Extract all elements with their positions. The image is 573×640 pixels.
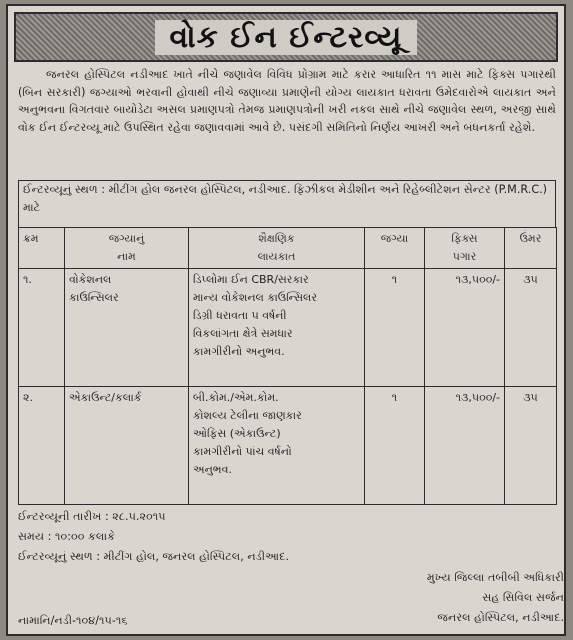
interview-date: ઈન્ટરવ્યૂની તારીખ : ૨૮.૫.૨૦૧૫ [18,510,166,523]
row-qualification: બી.કોમ./એમ.કોમ. કોશલ્ય ટેલીના જાણકાર ઓફિસ (એકાઉન્ટ) કામગીરીનો પાંચ વર્ષનો અનુભવ. [189,387,365,505]
signature-block [368,568,564,628]
header-no: ક્રમ [19,228,65,269]
header-count: જગ્યા [365,228,425,269]
venue-line: ઈન્ટરવ્યૂનું સ્થળ : મીટીંગ હોલ જનરલ હોસ્પિટલ, નડીઆદ. ફિઝીકલ મેડીશીન અને રિહેબ્લીટેશન સેન્ટર (P.M.R.C.) માટે [18,180,556,228]
reference-number: નામાનિ/નડી-૧૦૪/૧૫-૧૬ [18,614,128,627]
interview-place: ઈન્ટરવ્યૂનું સ્થળ : મીટીંગ હોલ, જનરલ હોસ્પિટલ, નડીઆદ. [18,550,290,563]
row-no: ૨. [19,387,65,505]
row-no: ૧. [19,269,65,387]
row-qualification: ડિપ્લોમા ઈન CBR/સરકાર માન્ય વોકેશનલ કાઉન્સિલર ડિગ્રી ધરાવતા ૫ વર્ષની વિકલાંગતા ક્ષેત્રે સમધાર કામગીરીનો અનુભવ. [189,269,365,387]
intro-paragraph: જનરલ હોસ્પિટલ નડીઆદ ખાતે નીચે જણાવેલ વિવિધ પ્રોગ્રામ માટે કરાર આધારિત ૧૧ માસ માટે ફિક્સ પગારથી (બિન સરકારી) જગ્યાઓ ભરવાની હોવાથી નીચે જણાવ્યા પ્રમાણેની યોગ્ય લાયકાત ધરાવતા ઉમેદવારોએ લાયકાત અને અનુભવના વિગતવાર બાયોડેટા અસલ પ્રમાણપત્રો તેમજ પ્રમાણપત્રોની ખરી નકલ સાથે નીચે જણાવેલ સ્થળ, અરજી સાથે વોક ઈન ઈન્ટરવ્યૂ માટે ઉપસ્થિત રહેવા જણાવવામાં આવે છે. પસંદગી સમિતિનો નિર્ણય આખરી અને બંધનકર્તા રહેશે. [18,68,556,134]
signatory-subtitle: સહ સિવિલ સર્જન [482,591,564,604]
header-pay: ફિક્સ પગાર [425,228,505,269]
row-count: ૧ [365,269,425,387]
table-header-row [19,228,557,269]
row-post: વોકેશનલ કાઉન્સિલર [65,269,189,387]
page-title: વોક ઈન ઈન્ટરવ્યૂ [155,20,416,55]
posts-table [18,227,557,505]
row-pay: ૧૩,૫૦૦/- [425,387,505,505]
advertisement-page [6,4,566,636]
interview-time: સમય : ૧૦:૦૦ કલાકે [18,530,116,543]
header-qualification: શૈક્ષણિક લાયકાત [189,228,365,269]
row-pay: ૧૩,૫૦૦/- [425,269,505,387]
signatory-office: જનરલ હોસ્પિટલ, નડીઆદ. [437,611,564,624]
header-age: ઉંમર [505,228,557,269]
table-row [19,387,557,505]
title-banner [14,12,558,62]
row-age: ૩૫ [505,269,557,387]
signatory-title: મુખ્ય જિલ્લા તબીબી અધિકારી [426,571,564,584]
table-row [19,269,557,387]
row-post: એકાઉન્ટ/કલાર્ક [65,387,189,505]
row-age: ૩૫ [505,387,557,505]
header-post: જગ્યાનું નામ [65,228,189,269]
row-count: ૧ [365,387,425,505]
